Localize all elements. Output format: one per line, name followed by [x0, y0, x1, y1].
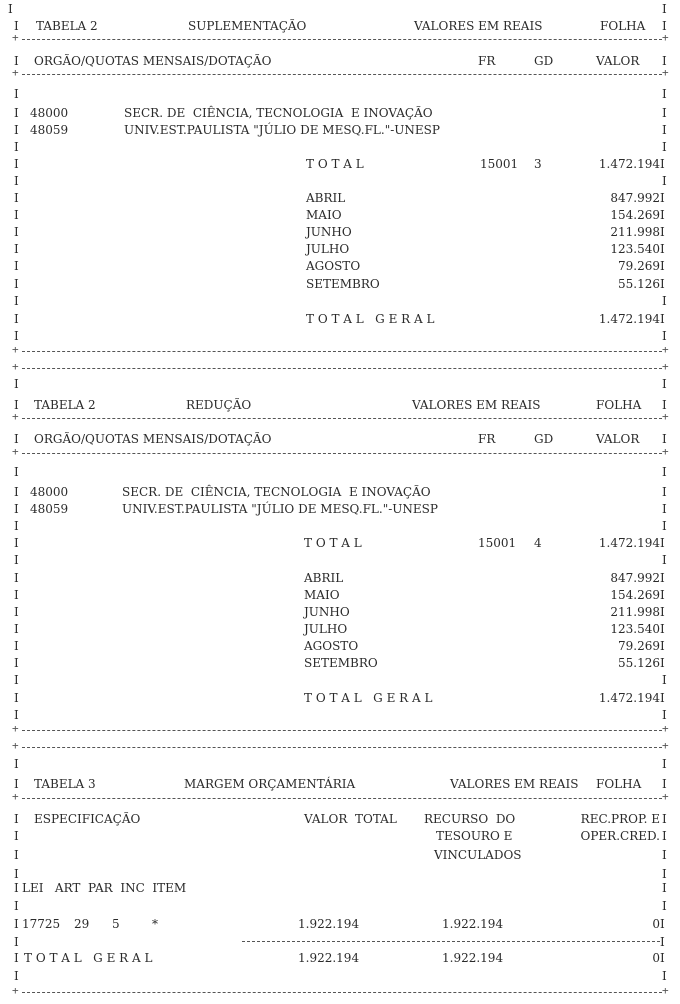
- table-title: SUPLEMENTAÇÃO: [188, 19, 307, 33]
- divider: [22, 798, 662, 799]
- org-code: 48000: [30, 106, 69, 120]
- divider: [22, 368, 662, 369]
- border-mark: I: [14, 329, 19, 343]
- divider: [22, 74, 662, 75]
- corner-mark: +: [662, 343, 669, 356]
- corner-mark: +: [12, 739, 19, 752]
- border-mark: I: [14, 398, 19, 412]
- column-header-valor: VALOR: [596, 54, 640, 68]
- border-mark: I: [14, 294, 19, 308]
- border-mark: I: [14, 899, 19, 913]
- border-mark: I: [662, 398, 667, 412]
- border-mark: I: [14, 191, 19, 205]
- month-value: 123.540: [610, 622, 660, 636]
- org-name: SECR. DE CIÊNCIA, TECNOLOGIA E INOVAÇÃO: [122, 485, 431, 499]
- column-header-valor-total: VALOR TOTAL: [304, 812, 397, 826]
- month-name: JULHO: [304, 622, 348, 636]
- border-mark: I: [660, 571, 665, 585]
- org-code: 48059: [30, 502, 69, 516]
- grand-total-label: T O T A L G E R A L: [24, 951, 153, 965]
- border-mark: I: [14, 502, 19, 516]
- values-label: VALORES EM REAIS: [412, 398, 541, 412]
- corner-mark: +: [12, 722, 19, 735]
- border-mark: I: [662, 329, 667, 343]
- border-mark: I: [662, 777, 667, 791]
- border-mark: I: [14, 465, 19, 479]
- border-mark: I: [660, 917, 665, 931]
- border-mark: I: [14, 123, 19, 137]
- border-mark: I: [662, 519, 667, 533]
- grand-total-label: T O T A L G E R A L: [304, 691, 433, 705]
- border-mark: I: [660, 157, 665, 171]
- grand-total-value: 1.472.194: [598, 691, 660, 705]
- corner-mark: +: [662, 984, 669, 997]
- border-mark: I: [14, 140, 19, 154]
- divider: [22, 453, 662, 454]
- border-mark: I: [14, 757, 19, 771]
- border-mark: I: [14, 225, 19, 239]
- corner-mark: +: [12, 790, 19, 803]
- border-mark: I: [662, 19, 667, 33]
- border-mark: I: [662, 881, 667, 895]
- values-label: VALORES EM REAIS: [450, 777, 579, 791]
- total-value: 1.472.194: [598, 536, 660, 550]
- border-mark: I: [662, 106, 667, 120]
- total-value: 1.472.194: [598, 157, 660, 171]
- month-name: JULHO: [306, 242, 350, 256]
- org-name: UNIV.EST.PAULISTA "JÚLIO DE MESQ.FL."-UNESP: [124, 123, 440, 137]
- border-mark: I: [14, 605, 19, 619]
- divider: [22, 747, 662, 748]
- border-mark: I: [662, 485, 667, 499]
- total-gd: 4: [534, 536, 542, 550]
- month-name: MAIO: [304, 588, 340, 602]
- row-art: 29: [74, 917, 90, 931]
- border-mark: I: [14, 571, 19, 585]
- border-mark: I: [14, 536, 19, 550]
- total-gd: 3: [534, 157, 542, 171]
- row-rec-prop: 0: [652, 917, 660, 931]
- column-header-gd: GD: [534, 432, 554, 446]
- corner-mark: +: [662, 722, 669, 735]
- month-value: 847.992: [610, 571, 660, 585]
- border-mark: I: [14, 312, 19, 326]
- border-mark: I: [662, 2, 667, 16]
- corner-mark: +: [12, 343, 19, 356]
- border-mark: I: [14, 881, 19, 895]
- month-value: 55.126: [618, 277, 660, 291]
- values-label: VALORES EM REAIS: [414, 19, 543, 33]
- border-mark: I: [662, 673, 667, 687]
- corner-mark: +: [12, 410, 19, 423]
- month-name: SETEMBRO: [306, 277, 380, 291]
- month-name: JUNHO: [306, 225, 352, 239]
- grand-total-label: T O T A L G E R A L: [306, 312, 435, 326]
- border-mark: I: [660, 656, 665, 670]
- border-mark: I: [14, 673, 19, 687]
- border-mark: I: [660, 605, 665, 619]
- border-mark: I: [662, 377, 667, 391]
- total-fr: 15001: [480, 157, 519, 171]
- divider: [22, 39, 662, 40]
- border-mark: I: [662, 87, 667, 101]
- border-mark: I: [662, 848, 667, 862]
- row-valor-total: 1.922.194: [298, 917, 360, 931]
- month-value: 154.269: [610, 208, 660, 222]
- corner-mark: +: [12, 984, 19, 997]
- folha-label: FOLHA: [600, 19, 646, 33]
- org-name: SECR. DE CIÊNCIA, TECNOLOGIA E INOVAÇÃO: [124, 106, 433, 120]
- table-number: TABELA 2: [34, 398, 96, 412]
- column-header-recurso: TESOURO E: [436, 829, 513, 843]
- border-mark: I: [662, 812, 667, 826]
- border-mark: I: [14, 812, 19, 826]
- column-header-recurso: VINCULADOS: [434, 848, 522, 862]
- border-mark: I: [662, 465, 667, 479]
- corner-mark: +: [12, 360, 19, 373]
- month-value: 55.126: [618, 656, 660, 670]
- month-value: 211.998: [610, 225, 660, 239]
- border-mark: I: [14, 157, 19, 171]
- divider: [22, 351, 662, 352]
- border-mark: I: [662, 553, 667, 567]
- border-mark: I: [14, 277, 19, 291]
- table-number: TABELA 2: [36, 19, 98, 33]
- month-value: 847.992: [610, 191, 660, 205]
- month-value: 211.998: [610, 605, 660, 619]
- column-header-fr: FR: [478, 432, 496, 446]
- border-mark: I: [14, 588, 19, 602]
- border-mark: I: [660, 277, 665, 291]
- table-number: TABELA 3: [34, 777, 96, 791]
- folha-label: FOLHA: [596, 398, 642, 412]
- border-mark: I: [14, 656, 19, 670]
- border-mark: I: [660, 259, 665, 273]
- total-fr: 15001: [478, 536, 517, 550]
- corner-mark: +: [662, 410, 669, 423]
- row-inc: *: [152, 917, 158, 931]
- border-mark: I: [662, 867, 667, 881]
- column-header-rec-prop: OPER.CRED.: [580, 829, 660, 843]
- grand-total-rec-prop: 0: [652, 951, 660, 965]
- border-mark: I: [662, 502, 667, 516]
- month-name: ABRIL: [306, 191, 346, 205]
- border-mark: I: [14, 622, 19, 636]
- row-lei: 17725: [22, 917, 61, 931]
- border-mark: I: [662, 829, 667, 843]
- column-header-gd: GD: [534, 54, 554, 68]
- grand-total-recurso: 1.922.194: [442, 951, 504, 965]
- border-mark: I: [14, 639, 19, 653]
- border-mark: I: [14, 208, 19, 222]
- border-mark: I: [660, 191, 665, 205]
- corner-mark: +: [662, 31, 669, 44]
- border-mark: I: [662, 174, 667, 188]
- border-mark: I: [14, 829, 19, 843]
- border-mark: I: [14, 54, 19, 68]
- row-recurso: 1.922.194: [442, 917, 504, 931]
- grand-total-valor: 1.922.194: [298, 951, 360, 965]
- border-mark: I: [14, 377, 19, 391]
- border-mark: I: [8, 2, 13, 16]
- column-header-orgao: ORGÃO/QUOTAS MENSAIS/DOTAÇÃO: [34, 54, 272, 68]
- border-mark: I: [14, 259, 19, 273]
- grand-total-value: 1.472.194: [598, 312, 660, 326]
- month-name: AGOSTO: [306, 259, 361, 273]
- border-mark: I: [660, 225, 665, 239]
- month-value: 79.269: [618, 639, 660, 653]
- border-mark: I: [14, 777, 19, 791]
- corner-mark: +: [662, 360, 669, 373]
- border-mark: I: [14, 867, 19, 881]
- folha-label: FOLHA: [596, 777, 642, 791]
- corner-mark: +: [662, 445, 669, 458]
- column-header-rec-prop: REC.PROP. E: [580, 812, 660, 826]
- border-mark: I: [662, 140, 667, 154]
- column-header-fr: FR: [478, 54, 496, 68]
- border-mark: I: [660, 622, 665, 636]
- org-code: 48000: [30, 485, 69, 499]
- border-mark: I: [660, 312, 665, 326]
- border-mark: I: [14, 174, 19, 188]
- corner-mark: +: [662, 790, 669, 803]
- subtotal-divider: [242, 941, 660, 942]
- border-mark: I: [14, 917, 19, 931]
- corner-mark: +: [12, 445, 19, 458]
- month-name: SETEMBRO: [304, 656, 378, 670]
- border-mark: I: [660, 691, 665, 705]
- border-mark: I: [14, 553, 19, 567]
- corner-mark: +: [12, 66, 19, 79]
- border-mark: I: [662, 969, 667, 983]
- corner-mark: +: [662, 739, 669, 752]
- border-mark: I: [662, 123, 667, 137]
- total-label: T O T A L: [304, 536, 362, 550]
- border-mark: I: [660, 242, 665, 256]
- border-mark: I: [662, 294, 667, 308]
- border-mark: I: [662, 899, 667, 913]
- table-title: MARGEM ORÇAMENTÁRIA: [184, 777, 356, 791]
- border-mark: I: [662, 54, 667, 68]
- border-mark: I: [14, 519, 19, 533]
- border-mark: I: [660, 536, 665, 550]
- month-value: 79.269: [618, 259, 660, 273]
- month-value: 123.540: [610, 242, 660, 256]
- border-mark: I: [660, 639, 665, 653]
- border-mark: I: [14, 432, 19, 446]
- border-mark: I: [660, 588, 665, 602]
- border-mark: I: [14, 87, 19, 101]
- table-title: REDUÇÃO: [186, 398, 252, 412]
- row-par: 5: [112, 917, 120, 931]
- border-mark: I: [660, 935, 665, 949]
- border-mark: I: [14, 485, 19, 499]
- border-mark: I: [14, 708, 19, 722]
- org-code: 48059: [30, 123, 69, 137]
- month-name: ABRIL: [304, 571, 344, 585]
- border-mark: I: [14, 969, 19, 983]
- border-mark: I: [662, 708, 667, 722]
- corner-mark: +: [12, 31, 19, 44]
- column-header-valor: VALOR: [596, 432, 640, 446]
- divider: [22, 730, 662, 731]
- divider: [22, 992, 662, 993]
- divider: [22, 418, 662, 419]
- total-label: T O T A L: [306, 157, 364, 171]
- border-mark: I: [14, 19, 19, 33]
- border-mark: I: [14, 935, 19, 949]
- border-mark: I: [14, 951, 19, 965]
- column-header-recurso: RECURSO DO: [424, 812, 516, 826]
- border-mark: I: [660, 951, 665, 965]
- border-mark: I: [14, 106, 19, 120]
- border-mark: I: [662, 432, 667, 446]
- column-header-especificacao: ESPECIFICAÇÃO: [34, 812, 141, 826]
- border-mark: I: [14, 242, 19, 256]
- border-mark: I: [662, 757, 667, 771]
- month-name: MAIO: [306, 208, 342, 222]
- month-name: AGOSTO: [304, 639, 359, 653]
- border-mark: I: [14, 691, 19, 705]
- corner-mark: +: [662, 66, 669, 79]
- month-value: 154.269: [610, 588, 660, 602]
- column-header-orgao: ORGÃO/QUOTAS MENSAIS/DOTAÇÃO: [34, 432, 272, 446]
- org-name: UNIV.EST.PAULISTA "JÚLIO DE MESQ.FL."-UNESP: [122, 502, 438, 516]
- sub-header: LEI ART PAR INC ITEM: [22, 881, 187, 895]
- border-mark: I: [660, 208, 665, 222]
- border-mark: I: [14, 848, 19, 862]
- month-name: JUNHO: [304, 605, 350, 619]
